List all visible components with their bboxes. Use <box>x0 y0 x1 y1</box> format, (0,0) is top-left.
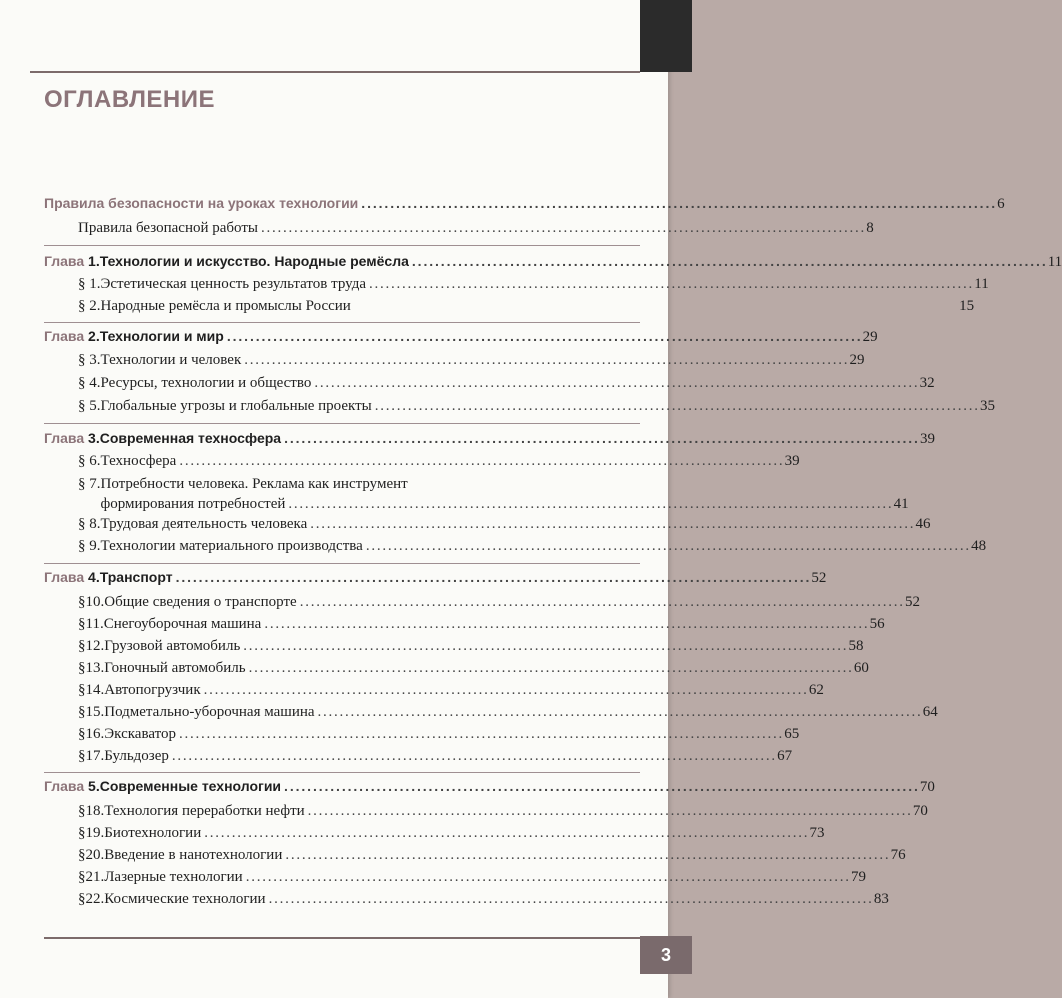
toc-page-number: 6 <box>997 196 1005 212</box>
section-title: Биотехнологии <box>104 825 202 841</box>
leader-dots <box>269 889 871 909</box>
section-number: §22. <box>78 891 105 907</box>
toc-page-number: 70 <box>912 803 928 819</box>
leader-dots <box>366 536 968 556</box>
toc-page-number: 64 <box>922 704 938 720</box>
toc-section <box>78 801 928 821</box>
toc-page-number: 62 <box>808 682 824 698</box>
section-number: §15. <box>78 704 105 720</box>
section-number: § 8. <box>78 516 101 532</box>
toc-page-number: 35 <box>979 398 995 414</box>
leader-dots <box>176 567 809 587</box>
section-number: § 5. <box>78 398 101 414</box>
separator <box>44 245 640 246</box>
toc-section <box>78 823 825 843</box>
separator <box>44 563 640 564</box>
toc-section <box>78 350 865 370</box>
chapter-label: Глава 4. <box>44 569 100 585</box>
toc-intro-heading <box>44 193 1005 213</box>
section-title: Глобальные угрозы и глобальные проекты <box>100 398 372 414</box>
leader-dots <box>204 680 806 700</box>
section-title: Введение в нанотехнологии <box>104 847 283 863</box>
leader-dots <box>249 658 851 678</box>
section-number: § 9. <box>78 538 101 554</box>
toc-chapter-1 <box>44 251 1062 271</box>
section-number: § 3. <box>78 352 101 368</box>
section-title: Потребности человека. Реклама как инструмент <box>100 476 408 492</box>
toc-section <box>78 536 987 556</box>
toc-chapter-3 <box>44 428 935 448</box>
leader-dots <box>261 218 863 238</box>
toc-section <box>78 451 800 471</box>
toc-section <box>78 614 885 634</box>
toc-page-number: 11 <box>974 276 989 292</box>
section-title: Технологии и человек <box>100 352 242 368</box>
section-number: § 1. <box>78 276 101 292</box>
section-number: §14. <box>78 682 105 698</box>
chapter-title: Транспорт <box>99 569 173 585</box>
leader-dots <box>172 746 774 766</box>
chapter-title: Технологии и искусство. Народные ремёсла <box>99 253 409 269</box>
toc-page-number: 67 <box>777 748 793 764</box>
toc-page-number: 83 <box>873 891 889 907</box>
toc-page-number: 56 <box>869 616 885 632</box>
section-title-continued: формирования потребностей <box>100 496 286 512</box>
section-title: Технологии материального производства <box>100 538 363 554</box>
separator <box>44 772 640 773</box>
toc-page-number: 60 <box>853 660 869 676</box>
header-tab <box>640 0 692 72</box>
leader-dots <box>288 494 890 514</box>
toc-page-number: 8 <box>866 220 874 236</box>
leader-dots <box>412 251 1045 271</box>
section-number: § 2. <box>78 298 101 314</box>
toc-section <box>78 680 824 700</box>
toc-page-number: 76 <box>890 847 906 863</box>
leader-dots <box>310 514 912 534</box>
section-title: Экскаватор <box>104 726 176 742</box>
chapter-title: Современная техносфера <box>99 430 282 446</box>
separator <box>44 322 640 323</box>
section-title: Космические технологии <box>104 891 266 907</box>
section-number: § 7. <box>78 476 101 492</box>
leader-dots <box>285 845 887 865</box>
toc-section <box>78 592 920 612</box>
section-title: Подметально-уборочная машина <box>104 704 315 720</box>
section-number: §13. <box>78 660 105 676</box>
toc-page-number: 48 <box>971 538 987 554</box>
toc-chapter-5 <box>44 776 935 796</box>
leader-dots <box>246 867 848 887</box>
toc-section <box>78 274 989 294</box>
leader-dots <box>284 428 917 448</box>
leader-dots <box>361 193 994 213</box>
section-number: §21. <box>78 869 105 885</box>
separator <box>44 423 640 424</box>
toc-page-number: 46 <box>915 516 931 532</box>
toc-section <box>78 889 889 909</box>
toc-section <box>78 658 869 678</box>
leader-dots <box>244 350 846 370</box>
toc-section <box>78 396 995 416</box>
toc-chapter-2 <box>44 326 878 346</box>
leader-dots <box>227 326 860 346</box>
leader-dots <box>243 636 845 656</box>
section-title: Лазерные технологии <box>104 869 243 885</box>
toc-page-number: 32 <box>919 375 935 391</box>
toc-section <box>78 373 935 393</box>
chapter-title: Технологии и мир <box>99 328 224 344</box>
section-title: Автопогрузчик <box>104 682 201 698</box>
section-number: §10. <box>78 594 105 610</box>
toc-page-number: 73 <box>809 825 825 841</box>
chapter-label: Глава 1. <box>44 253 100 269</box>
page-number-tab: 3 <box>640 936 692 974</box>
toc-page-number: 29 <box>849 352 865 368</box>
section-title: Ресурсы, технологии и общество <box>100 375 312 391</box>
leader-dots <box>284 776 917 796</box>
section-title: Эстетическая ценность результатов труда <box>100 276 367 292</box>
toc-chapter-4 <box>44 567 827 587</box>
section-title: Бульдозер <box>104 748 169 764</box>
section-title-line2 <box>101 494 909 514</box>
toc-page-number: 15 <box>959 298 975 314</box>
toc-page-number: 29 <box>862 329 878 345</box>
toc-page-number: 41 <box>893 496 909 512</box>
leader-dots <box>308 801 910 821</box>
chapter-title: Современные технологии <box>99 778 282 794</box>
leader-dots <box>314 373 916 393</box>
toc-section <box>78 746 793 766</box>
toc-item-text: Правила безопасной работы <box>78 220 258 236</box>
section-number: § 4. <box>78 375 101 391</box>
chapter-label: Глава 5. <box>44 778 100 794</box>
toc-section <box>78 514 931 534</box>
section-title: Общие сведения о транспорте <box>104 594 297 610</box>
header-rule <box>30 71 640 73</box>
toc-section <box>78 636 864 656</box>
toc-section <box>78 867 866 887</box>
chapter-label: Глава 2. <box>44 328 100 344</box>
footer-rule <box>44 937 640 939</box>
section-title-block <box>101 474 909 514</box>
section-title: Грузовой автомобиль <box>104 638 241 654</box>
section-number: §17. <box>78 748 105 764</box>
section-title: Трудовая деятельность человека <box>100 516 308 532</box>
leader-dots <box>179 451 781 471</box>
toc-page-number: 70 <box>919 779 935 795</box>
section-title: Снегоуборочная машина <box>103 616 262 632</box>
toc-page-number: 39 <box>784 453 800 469</box>
leader-dots <box>369 274 971 294</box>
toc-section <box>78 474 909 514</box>
section-number: §19. <box>78 825 105 841</box>
leader-dots <box>318 702 920 722</box>
toc-intro-heading-text: Правила безопасности на уроках технологии <box>44 195 359 211</box>
section-number: §12. <box>78 638 105 654</box>
section-number: §18. <box>78 803 105 819</box>
leader-dots <box>204 823 806 843</box>
section-number: §16. <box>78 726 105 742</box>
toc-section <box>78 724 800 744</box>
leader-dots <box>300 592 902 612</box>
section-number: §20. <box>78 847 105 863</box>
toc-section <box>78 702 938 722</box>
leader-dots <box>375 396 977 416</box>
section-title: Гоночный автомобиль <box>104 660 246 676</box>
toc-page-number: 65 <box>784 726 800 742</box>
section-title: Народные ремёсла и промыслы России <box>100 298 351 314</box>
toc-page-number: 52 <box>904 594 920 610</box>
toc-intro-item <box>78 218 874 238</box>
toc-page-number: 11 <box>1047 254 1062 270</box>
toc-section <box>78 845 906 865</box>
toc-page-number: 52 <box>811 570 827 586</box>
section-number: § 6. <box>78 453 101 469</box>
leader-dots <box>179 724 781 744</box>
toc-page-number: 58 <box>848 638 864 654</box>
section-number: §11. <box>78 616 104 632</box>
toc-page-number: 39 <box>919 431 935 447</box>
toc-page-number: 79 <box>850 869 866 885</box>
chapter-label: Глава 3. <box>44 430 100 446</box>
page-title: ОГЛАВЛЕНИЕ <box>44 86 216 113</box>
leader-dots <box>264 614 866 634</box>
section-title: Техносфера <box>100 453 177 469</box>
section-title: Технология переработки нефти <box>104 803 305 819</box>
toc-section <box>78 296 975 316</box>
